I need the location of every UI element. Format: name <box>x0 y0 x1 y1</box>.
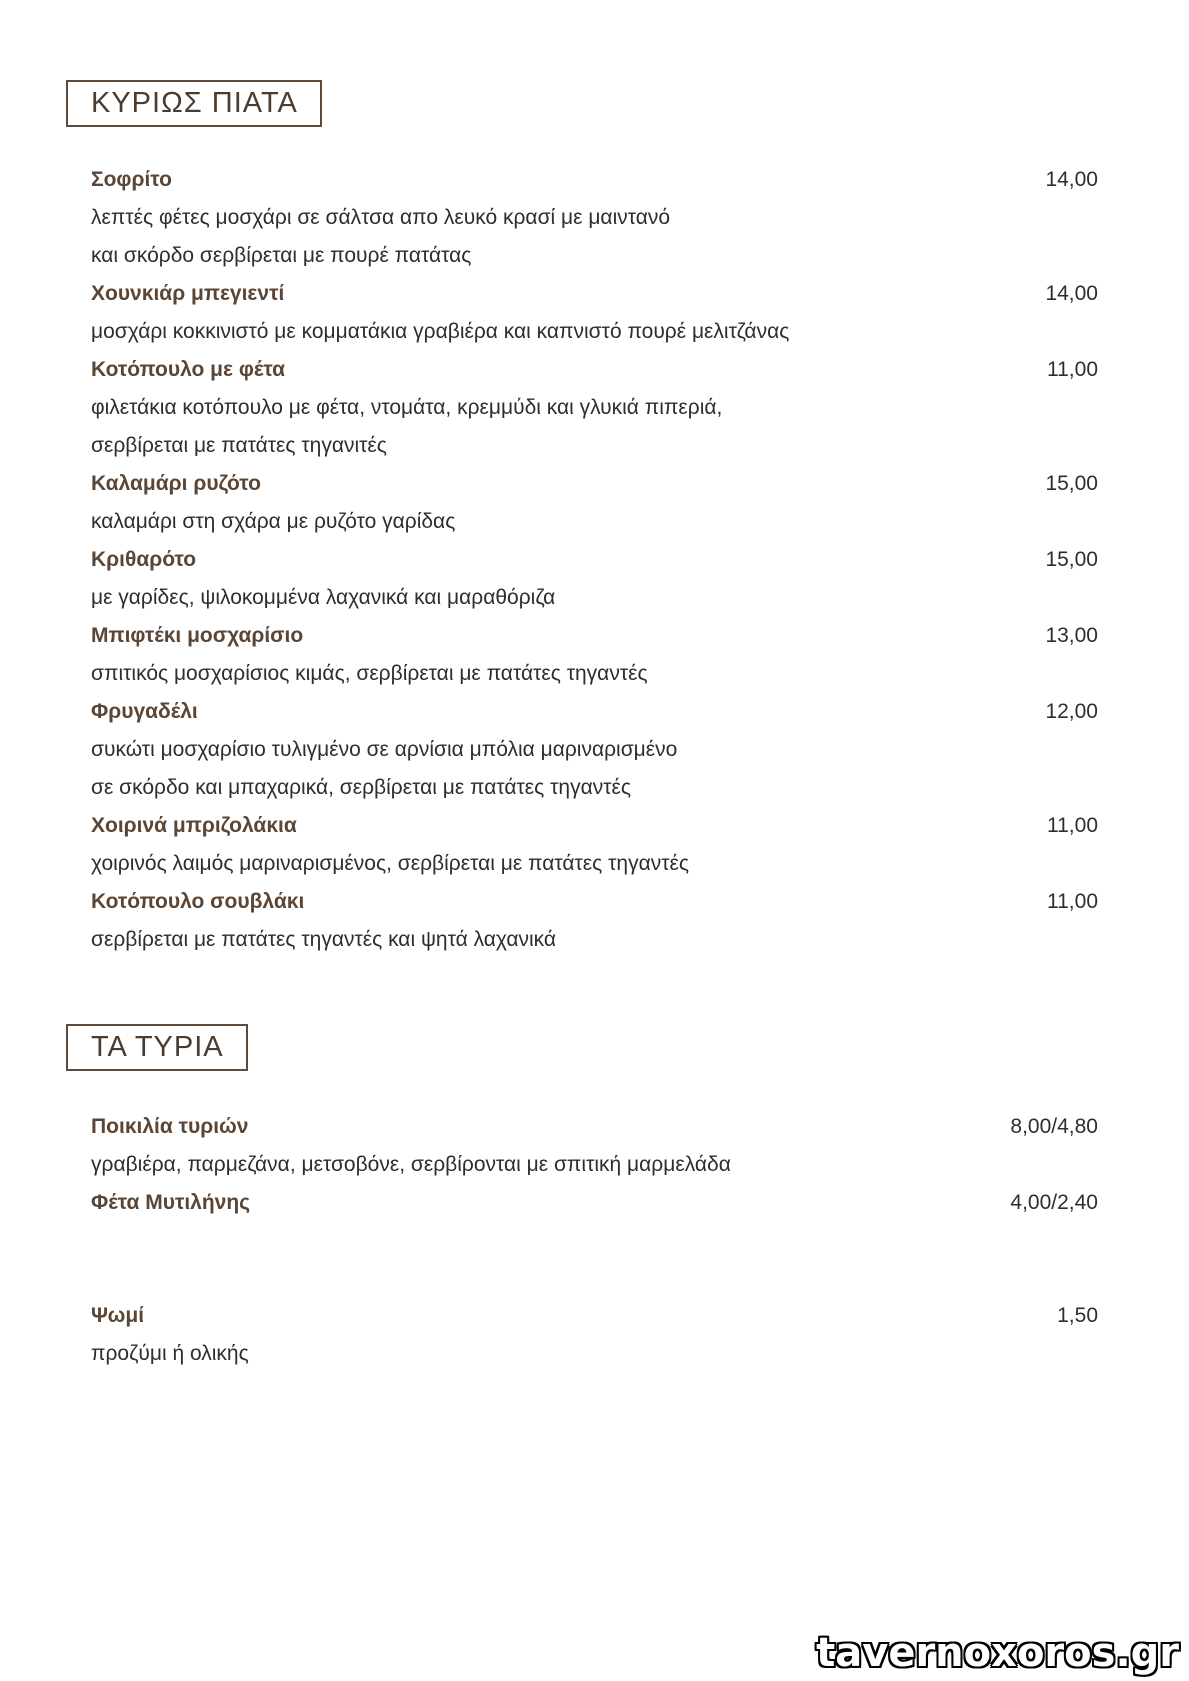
menu-item <box>91 807 1098 845</box>
menu-item <box>91 275 1098 313</box>
item-price: 8,00/4,80 <box>1010 1115 1098 1138</box>
item-description: σερβίρεται με πατάτες τηγαντές και ψητά λαχανικά <box>91 928 557 951</box>
item-name: Κριθαρότο <box>91 548 197 571</box>
menu-item <box>91 541 1098 579</box>
menu-item <box>91 617 1098 655</box>
item-description: σε σκόρδο και μπαχαρικά, σερβίρεται με πατάτες τηγαντές <box>91 776 632 799</box>
item-description: προζύμι ή ολικής <box>91 1342 249 1365</box>
item-price: 15,00 <box>1045 548 1098 571</box>
item-description: καλαμάρι στη σχάρα με ρυζότο γαρίδας <box>91 510 456 533</box>
item-name: Χουνκιάρ μπεγιεντί <box>91 282 285 305</box>
item-name: Καλαμάρι ρυζότο <box>91 472 261 495</box>
item-description: σπιτικός μοσχαρίσιος κιμάς, σερβίρεται με πατάτες τηγαντές <box>91 662 648 685</box>
item-description: χοιρινός λαιμός μαριναρισμένος, σερβίρεται με πατάτες τηγαντές <box>91 852 689 875</box>
item-name: Μπιφτέκι μοσχαρίσιο <box>91 624 304 647</box>
bread-list <box>91 1297 1098 1373</box>
item-description: σερβίρεται με πατάτες τηγανιτές <box>91 434 387 457</box>
menu-item <box>91 1108 1098 1146</box>
item-name: Ψωμί <box>91 1304 145 1327</box>
menu-item <box>91 1297 1098 1335</box>
cheeses-list <box>91 1108 1098 1222</box>
item-price: 14,00 <box>1045 168 1098 191</box>
item-description: συκώτι μοσχαρίσιο τυλιγμένο σε αρνίσια μπόλια μαριναρισμένο <box>91 738 678 761</box>
item-name: Σοφρίτο <box>91 168 172 191</box>
item-description: και σκόρδο σερβίρεται με πουρέ πατάτας <box>91 244 472 267</box>
item-price: 1,50 <box>1057 1304 1098 1327</box>
item-name: Ποικιλία τυριών <box>91 1115 249 1138</box>
item-price: 14,00 <box>1045 282 1098 305</box>
menu-item <box>91 161 1098 199</box>
menu-item <box>91 351 1098 389</box>
item-name: Φέτα Μυτιλήνης <box>91 1191 251 1214</box>
menu-item <box>91 465 1098 503</box>
item-name: Κοτόπουλο σουβλάκι <box>91 890 305 913</box>
item-name: Φρυγαδέλι <box>91 700 198 723</box>
section-heading-cheeses: ΤΑ ΤΥΡΙΑ <box>66 1024 248 1071</box>
item-price: 11,00 <box>1047 814 1098 837</box>
menu-item <box>91 1184 1098 1222</box>
item-price: 11,00 <box>1047 890 1098 913</box>
item-price: 13,00 <box>1045 624 1098 647</box>
item-price: 12,00 <box>1045 700 1098 723</box>
watermark: tavernoxoros.gr <box>816 1630 1179 1676</box>
item-description: με γαρίδες, ψιλοκομμένα λαχανικά και μαραθόριζα <box>91 586 556 609</box>
item-description: γραβιέρα, παρμεζάνα, μετσοβόνε, σερβίρονται με σπιτική μαρμελάδα <box>91 1153 731 1176</box>
section-heading-main-dishes: ΚΥΡΙΩΣ ΠΙΑΤΑ <box>66 80 322 127</box>
menu-item <box>91 883 1098 921</box>
main-dishes-list <box>91 161 1098 959</box>
item-price: 15,00 <box>1045 472 1098 495</box>
item-description: λεπτές φέτες μοσχάρι σε σάλτσα απο λευκό κρασί με μαιντανό <box>91 206 671 229</box>
item-description: μοσχάρι κοκκινιστό με κομματάκια γραβιέρα και καπνιστό πουρέ μελιτζάνας <box>91 320 790 343</box>
item-price: 4,00/2,40 <box>1010 1191 1098 1214</box>
item-name: Κοτόπουλο με φέτα <box>91 358 286 381</box>
item-name: Χοιρινά μπριζολάκια <box>91 814 297 837</box>
menu-item <box>91 693 1098 731</box>
item-description: φιλετάκια κοτόπουλο με φέτα, ντομάτα, κρεμμύδι και γλυκιά πιπεριά, <box>91 396 723 419</box>
item-price: 11,00 <box>1047 358 1098 381</box>
